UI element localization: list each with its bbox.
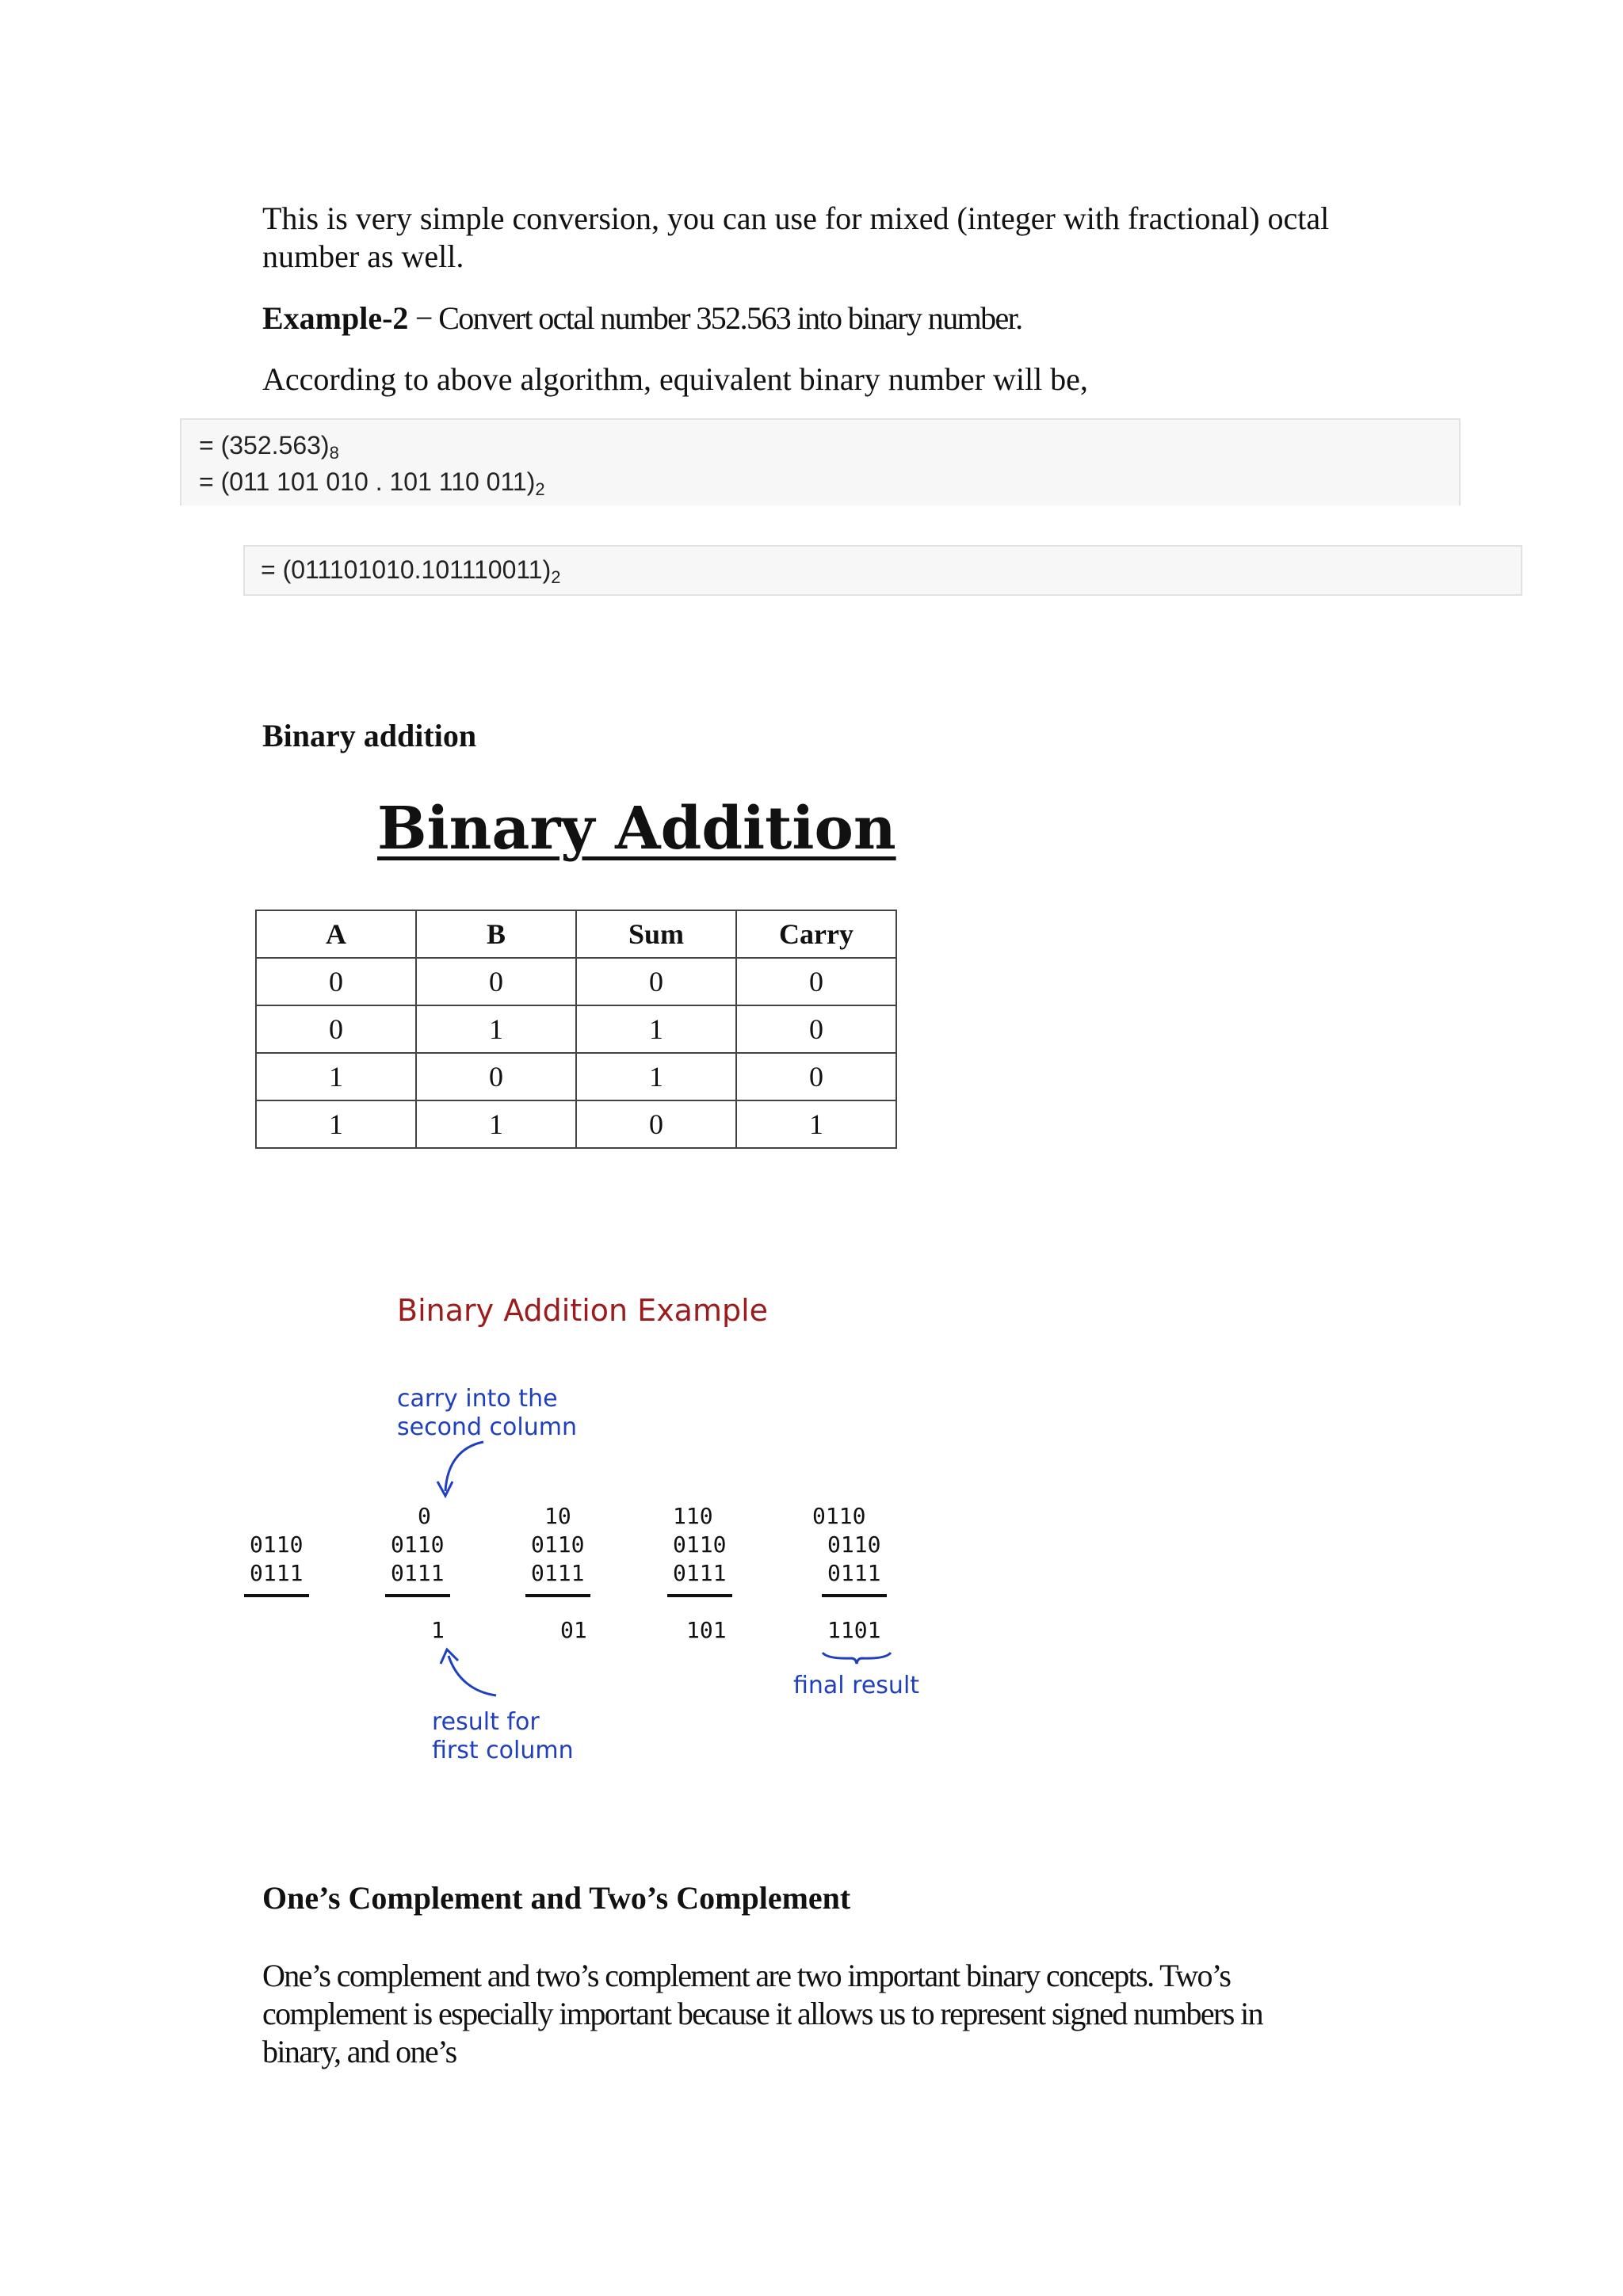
cell: 1 bbox=[736, 1100, 896, 1148]
cell: 1 bbox=[256, 1053, 416, 1100]
step-2-a: 0110 bbox=[531, 1531, 585, 1558]
cell: 0 bbox=[736, 1005, 896, 1053]
example-2-text: − Convert octal number 352.563 into binary number. bbox=[408, 300, 1022, 336]
cell: 1 bbox=[256, 1100, 416, 1148]
carry-arrow bbox=[428, 1436, 499, 1507]
header-a: A bbox=[256, 910, 416, 958]
complement-line-3: binary, and one’s bbox=[262, 2034, 456, 2069]
intro-line-2: number as well. bbox=[262, 238, 464, 274]
final-result-note: final result bbox=[793, 1672, 920, 1699]
header-carry: Carry bbox=[736, 910, 896, 958]
step-4-b: 0111 bbox=[827, 1560, 881, 1586]
header-b: B bbox=[416, 910, 576, 958]
header-sum: Sum bbox=[576, 910, 736, 958]
step-4-result: 1101 bbox=[827, 1617, 881, 1643]
step-4-rule bbox=[822, 1594, 887, 1597]
step-2-b: 0111 bbox=[531, 1560, 585, 1586]
addition-example-title: Binary Addition Example bbox=[397, 1293, 769, 1328]
truth-table-title: Binary Addition bbox=[377, 795, 896, 863]
binary-addition-heading: Binary addition bbox=[262, 718, 477, 753]
conversion-box-1 bbox=[180, 418, 1461, 505]
cell: 1 bbox=[576, 1053, 736, 1100]
table-row bbox=[256, 1100, 896, 1148]
conversion-line-3: = $(011101010.101110011)_2$ bbox=[261, 555, 561, 587]
step-2-result: 01 bbox=[560, 1617, 587, 1643]
table-row bbox=[256, 1005, 896, 1053]
algorithm-text: According to above algorithm, equivalent binary number will be, bbox=[262, 361, 1088, 397]
example-2-label: Example-2 bbox=[262, 300, 409, 336]
table-row bbox=[256, 1053, 896, 1100]
cell: 0 bbox=[576, 958, 736, 1005]
cell: 0 bbox=[416, 1053, 576, 1100]
conversion-box-2 bbox=[243, 545, 1522, 596]
cell: 0 bbox=[576, 1100, 736, 1148]
result-note-2: first column bbox=[432, 1737, 574, 1764]
step-4-carry: 0110 bbox=[812, 1503, 866, 1529]
example-2-line bbox=[262, 299, 1022, 338]
truth-table bbox=[255, 910, 897, 1149]
step-0-b: 0111 bbox=[250, 1560, 304, 1586]
step-1-rule bbox=[385, 1594, 450, 1597]
result-note-1: result for bbox=[432, 1708, 540, 1736]
complement-heading: One’s Complement and Two’s Complement bbox=[262, 1880, 851, 1916]
step-1-b: 0111 bbox=[391, 1560, 445, 1586]
carry-note-2: second column bbox=[397, 1413, 577, 1441]
truth-table-header-row bbox=[256, 910, 896, 958]
final-result-brace bbox=[819, 1648, 894, 1667]
cell: 0 bbox=[416, 958, 576, 1005]
step-2-rule bbox=[525, 1594, 590, 1597]
table-row bbox=[256, 958, 896, 1005]
step-0-rule bbox=[244, 1594, 309, 1597]
cell: 0 bbox=[256, 958, 416, 1005]
step-3-b: 0111 bbox=[673, 1560, 727, 1586]
carry-note-1: carry into the bbox=[397, 1385, 558, 1413]
intro-line-1: This is very simple conversion, you can use for mixed (integer with fractional) octal bbox=[262, 200, 1330, 236]
cell: 0 bbox=[256, 1005, 416, 1053]
step-3-rule bbox=[667, 1594, 732, 1597]
cell: 1 bbox=[416, 1005, 576, 1053]
step-3-carry: 110 bbox=[673, 1503, 713, 1529]
step-1-a: 0110 bbox=[391, 1531, 445, 1558]
result-arrow bbox=[434, 1643, 506, 1707]
step-2-carry: 10 bbox=[544, 1503, 571, 1529]
cell: 0 bbox=[736, 958, 896, 1005]
complement-line-1: One’s complement and two’s complement are two important binary concepts. Two’s bbox=[262, 1958, 1231, 1993]
cell: 0 bbox=[736, 1053, 896, 1100]
step-4-a: 0110 bbox=[827, 1531, 881, 1558]
step-3-a: 0110 bbox=[673, 1531, 727, 1558]
cell: 1 bbox=[416, 1100, 576, 1148]
step-1-carry: 0 bbox=[418, 1503, 431, 1529]
complement-line-2: complement is especially important because it allows us to represent signed numbers in bbox=[262, 1996, 1263, 2031]
step-3-result: 101 bbox=[686, 1617, 727, 1643]
step-1-result: 1 bbox=[431, 1617, 445, 1643]
conversion-line-1: = $(352.563)_8$ bbox=[199, 431, 339, 463]
conversion-line-2: = (011 101 010 . 101 110 $011)_2$ bbox=[199, 467, 545, 499]
step-0-a: 0110 bbox=[250, 1531, 304, 1558]
cell: 1 bbox=[576, 1005, 736, 1053]
